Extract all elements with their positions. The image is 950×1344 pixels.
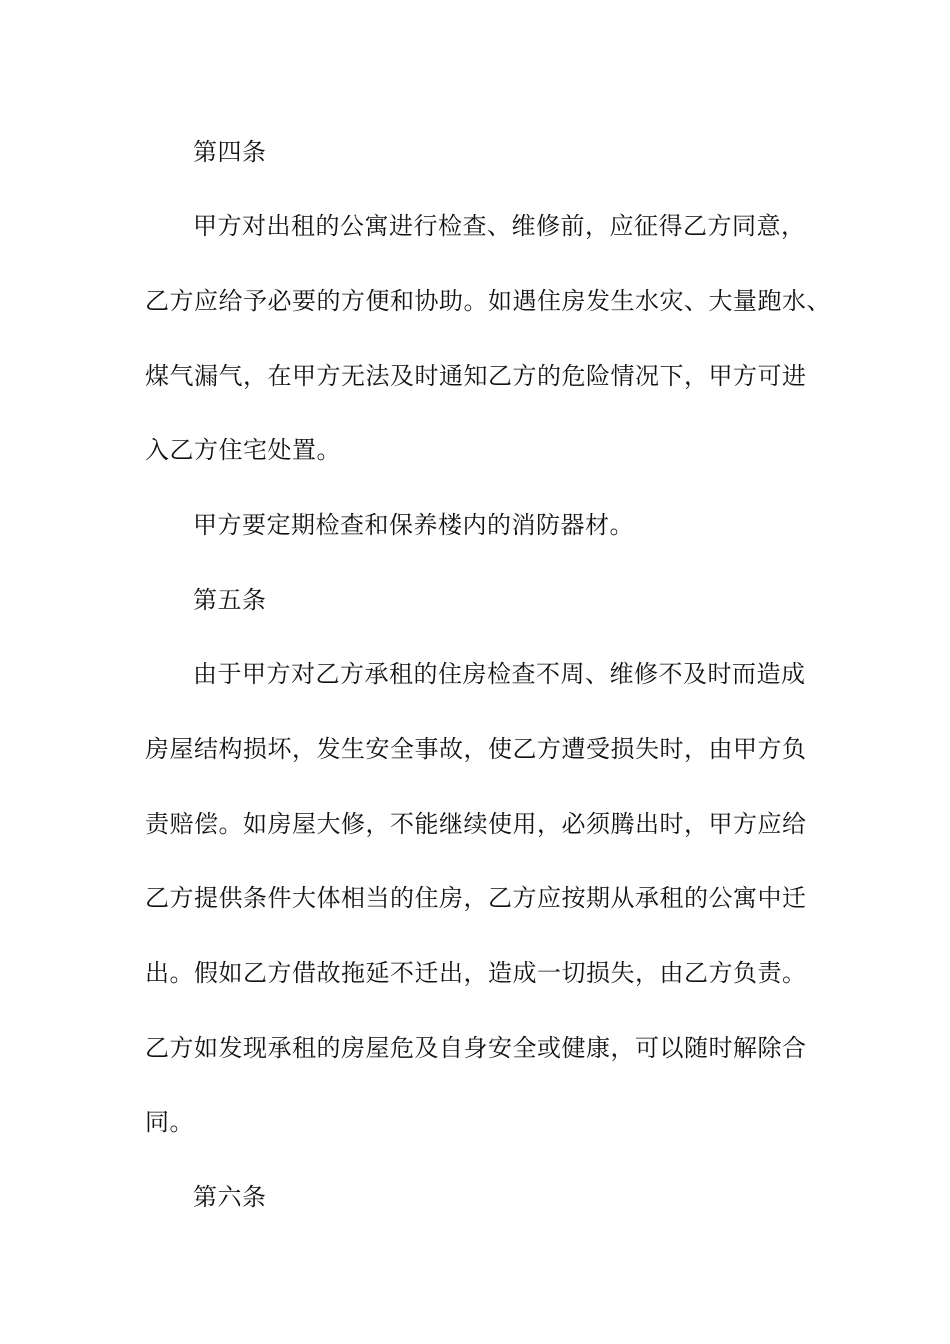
- article-6-heading: 第六条: [193, 1183, 267, 1211]
- article-4-heading: 第四条: [193, 138, 267, 166]
- paragraph-line: 乙方如发现承租的房屋危及自身安全或健康，可以随时解除合: [145, 1034, 807, 1062]
- paragraph-line: 房屋结构损坏，发生安全事故，使乙方遭受损失时，由甲方负: [145, 735, 807, 763]
- paragraph-line: 甲方对出租的公寓进行检查、维修前，应征得乙方同意，: [193, 212, 806, 240]
- paragraph-line: 同。: [145, 1108, 194, 1136]
- paragraph-line: 煤气漏气，在甲方无法及时通知乙方的危险情况下，甲方可进: [145, 362, 807, 390]
- paragraph-line: 甲方要定期检查和保养楼内的消防器材。: [193, 511, 634, 539]
- paragraph-line: 乙方应给予必要的方便和协助。如遇住房发生水灾、大量跑水、: [145, 287, 831, 315]
- paragraph-line: 出。假如乙方借故拖延不迁出，造成一切损失，由乙方负责。: [145, 959, 807, 987]
- article-5-heading: 第五条: [193, 586, 267, 614]
- paragraph-line: 乙方提供条件大体相当的住房，乙方应按期从承租的公寓中迁: [145, 884, 807, 912]
- paragraph-line: 由于甲方对乙方承租的住房检查不周、维修不及时而造成: [193, 660, 806, 688]
- paragraph-line: 责赔偿。如房屋大修，不能继续使用，必须腾出时，甲方应给: [145, 810, 807, 838]
- paragraph-line: 入乙方住宅处置。: [145, 436, 341, 464]
